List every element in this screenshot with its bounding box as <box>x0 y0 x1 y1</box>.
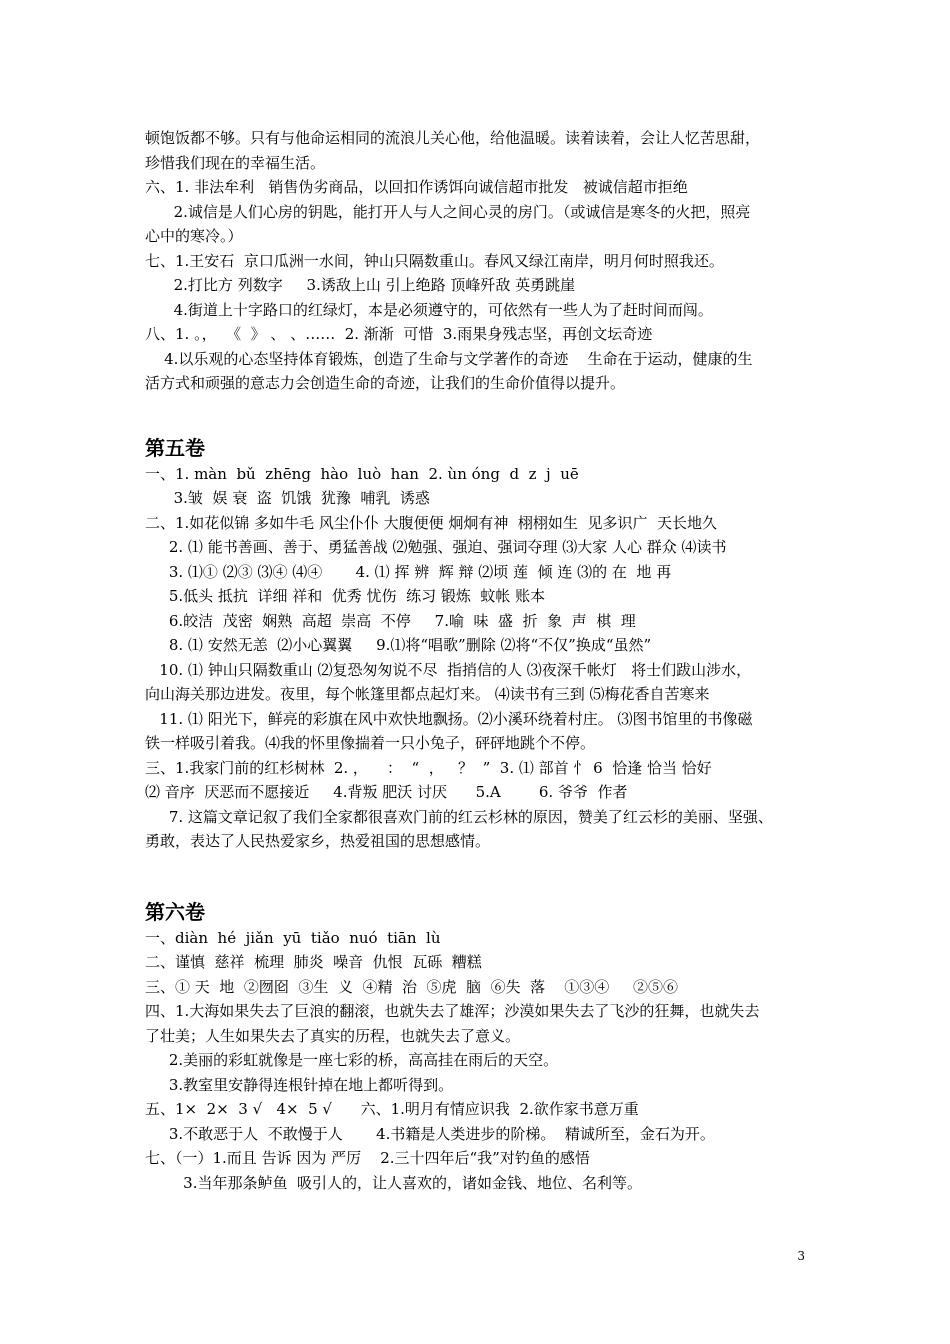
text-line: 6.皎洁 茂密 娴熟 高超 崇高 不停 7.喻 味 盛 折 象 声 棋 理 <box>145 611 636 630</box>
section-heading: 第五卷 <box>145 435 205 460</box>
text-line: 7. 这篇文章记叙了我们全家都很喜欢门前的红云杉林的原因，赞美了红云杉的美丽、坚强、 <box>145 807 773 826</box>
text-line: 铁一样吸引着我。⑷我的怀里像揣着一只小兔子，砰砰地跳个不停。 <box>145 734 596 752</box>
text-line: 2.打比方 列数字 3.诱敌上山 引上绝路 顶峰歼敌 英勇跳崖 <box>145 276 576 294</box>
text-line: 2. ⑴ 能书善画、善于、勇猛善战 ⑵勉强、强迫、强词夺理 ⑶大家 人心 群众 ⑷读书 <box>145 538 727 556</box>
text-line: 了壮美；人生如果失去了真实的历程，也就失去了意义。 <box>145 1026 521 1045</box>
text-line: 8. ⑴ 安然无恙 ⑵小心翼翼 9.⑴将“唱歌”删除 ⑵将“不仅”换成“虽然” <box>145 636 652 654</box>
text-line: ⑵ 音序 厌恶而不愿接近 4.背叛 肥沃 讨厌 5.A 6. 爷爷 作者 <box>145 783 628 801</box>
text-line: 3.皱 娱 衰 盗 饥饿 犹豫 哺乳 诱惑 <box>145 489 430 507</box>
page-number: 3 <box>797 1249 805 1263</box>
text-line: 三、① 天 地 ②囫囵 ③生 义 ④精 治 ⑤虎 脑 ⑥失 落 ①③④ ②⑤⑥ <box>145 977 679 996</box>
text-line: 四、1.大海如果失去了巨浪的翻滚，也就失去了雄浑；沙漠如果失去了飞沙的狂舞，也就失去 <box>145 1002 760 1020</box>
text-line: 勇敢，表达了人民热爱家乡，热爱祖国的思想感情。 <box>145 832 491 850</box>
text-line: 心中的寒冷。） <box>145 227 243 245</box>
text-line: 向山海关那边进发。夜里，每个帐篷里都点起灯来。 ⑷读书有三到 ⑸梅花香自苦寒来 <box>145 685 710 703</box>
section-volume-5 <box>145 434 825 854</box>
text-line: 五、1× 2× 3 √ 4× 5 √ 六、1.明月有情应识我 2.欲作家书意万重 <box>145 1100 639 1118</box>
text-line: 5.低头 抵抗 详细 祥和 优秀 忧伤 练习 锻炼 蚊帐 账本 <box>145 587 546 605</box>
text-line: 六、1. 非法牟利 销售伪劣商品，以回扣作诱饵向诚信超市批发 被诚信超市拒绝 <box>145 178 688 196</box>
text-line: 二、1.如花似锦 多如牛毛 风尘仆仆 大腹便便 炯炯有神 栩栩如生 见多识广 天长地久 <box>145 513 717 532</box>
text-line: 二、谨慎 慈祥 梳理 肺炎 噪音 仇恨 瓦砾 糟糕 <box>145 953 482 971</box>
text-line: 珍惜我们现在的幸福生活。 <box>145 153 326 172</box>
text-line: 三、1.我家门前的红杉树林 2. ， ： “ ， ？ ” 3. ⑴ 部首 忄 6 恰逢 恰当 恰好 <box>145 758 712 777</box>
text-line: 活方式和顽强的意志力会创造生命的奇迹，让我们的生命价值得以提升。 <box>145 374 626 392</box>
text-line: 八、1. 。， 《 》 、 、…… 2. 渐渐 可惜 3.雨果身残志坚，再创文坛奇迹 <box>145 325 653 343</box>
text-line: 2.美丽的彩虹就像是一座七彩的桥，高高挂在雨后的天空。 <box>145 1051 559 1069</box>
text-line: 一、diàn hé jiǎn yū tiǎo nuó tiān lù <box>145 928 441 947</box>
text-line: 3.不敢恶于人 不敢慢于人 4.书籍是人类进步的阶梯。 精诚所至，金石为开。 <box>145 1124 715 1143</box>
text-line: 4.以乐观的心态坚持体育锻炼，创造了生命与文学著作的奇迹 生命在于运动，健康的生 <box>145 349 753 368</box>
section-heading: 第六卷 <box>145 899 205 924</box>
text-line: 3. ⑴① ⑵③ ⑶④ ⑷④ 4. ⑴ 挥 辨 辉 辩 ⑵顷 莲 倾 连 ⑶的 在 地 再 <box>145 562 672 581</box>
text-line: 4.街道上十字路口的红绿灯，本是必须遵守的，可依然有一些人为了赶时间而闯。 <box>145 300 713 319</box>
text-line: 2.诚信是人们心房的钥匙，能打开人与人之间心灵的房门。（或诚信是寒冬的火把，照亮 <box>145 202 751 221</box>
text-line: 10. ⑴ 钟山只隔数重山 ⑵复恐匆匆说不尽 指捎信的人 ⑶夜深千帐灯 将士们跋山涉水， <box>145 660 752 679</box>
text-line: 七、（一）1.而且 告诉 因为 严厉 2.三十四年后“我”对钓鱼的感悟 <box>145 1149 590 1167</box>
text-line: 七、1.王安石 京口瓜洲一水间，钟山只隔数重山。春风又绿江南岸，明月何时照我还。 <box>145 251 724 270</box>
text-line: 一、1. màn bǔ zhēng hào luò han 2. ùn óng d z j uē <box>145 464 579 483</box>
text-line: 11. ⑴ 阳光下，鲜亮的彩旗在风中欢快地飘扬。⑵小溪环绕着村庄。 ⑶图书馆里的书像磁 <box>145 709 753 728</box>
text-line: 3.当年那条鲈鱼 吸引人的，让人喜欢的，诸如金钱、地位、名利等。 <box>145 1173 642 1192</box>
section-volume-6 <box>145 898 825 1196</box>
answer-content <box>145 126 825 1195</box>
continued-answers <box>145 126 825 396</box>
text-line: 3.教室里安静得连根针掉在地上都听得到。 <box>145 1075 454 1094</box>
text-line: 顿饱饭都不够。只有与他命运相同的流浪儿关心他，给他温暖。读着读着，会让人忆苦思甜， <box>145 129 761 147</box>
